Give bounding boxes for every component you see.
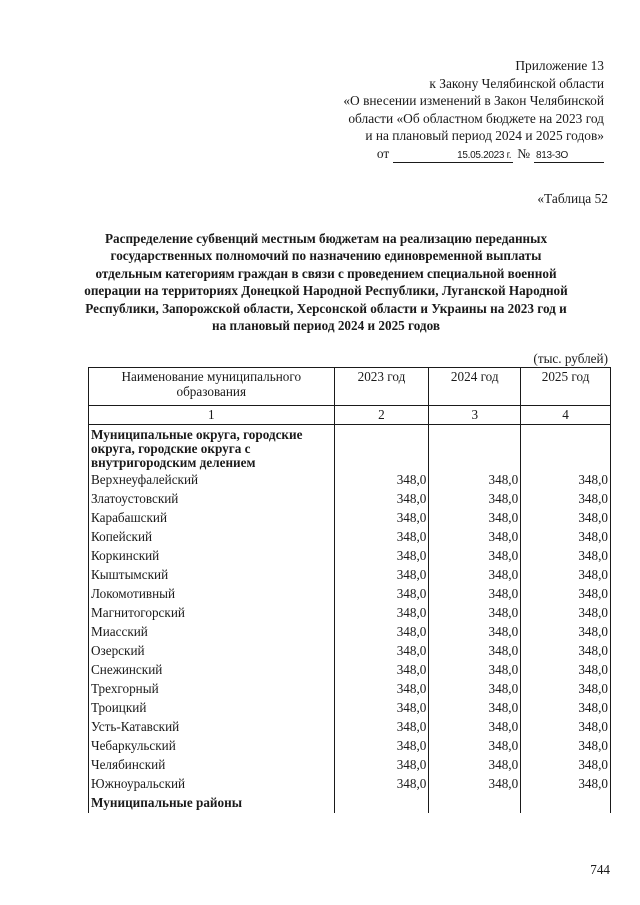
column-header: 2023 год xyxy=(334,368,429,406)
from-label: от xyxy=(376,145,390,161)
value-2025: 348,0 xyxy=(521,622,611,641)
header-line: области «Об областном бюджете на 2023 год xyxy=(348,110,604,126)
table-row xyxy=(89,470,611,489)
value-2023: 348,0 xyxy=(334,622,429,641)
column-number: 4 xyxy=(521,406,611,425)
municipality-name: Южноуральский xyxy=(89,774,335,793)
value-2025: 348,0 xyxy=(521,641,611,660)
value-2025: 348,0 xyxy=(521,584,611,603)
law-date: 15.05.2023 г. xyxy=(393,149,513,163)
table-row xyxy=(89,641,611,660)
municipality-name: Карабашский xyxy=(89,508,335,527)
value-2024: 348,0 xyxy=(429,584,521,603)
value-2025: 348,0 xyxy=(521,546,611,565)
value-2023: 348,0 xyxy=(334,470,429,489)
column-number: 1 xyxy=(89,406,335,425)
value-2023: 348,0 xyxy=(334,660,429,679)
table-row xyxy=(89,603,611,622)
value-2024: 348,0 xyxy=(429,470,521,489)
column-number-row xyxy=(89,406,611,425)
value-2024: 348,0 xyxy=(429,527,521,546)
header-line: к Закону Челябинской области xyxy=(429,75,604,91)
municipality-name: Копейский xyxy=(89,527,335,546)
value-2023: 348,0 xyxy=(334,641,429,660)
column-header: 2024 год xyxy=(429,368,521,406)
value-2025: 348,0 xyxy=(521,736,611,755)
value-2023: 348,0 xyxy=(334,736,429,755)
value-2025: 348,0 xyxy=(521,755,611,774)
value-2023: 348,0 xyxy=(334,679,429,698)
value-2023: 348,0 xyxy=(334,717,429,736)
law-date-line xyxy=(304,145,604,163)
value-2023: 348,0 xyxy=(334,546,429,565)
municipality-name: Челябинский xyxy=(89,755,335,774)
table-row xyxy=(89,508,611,527)
municipality-name: Трехгорный xyxy=(89,679,335,698)
table-row xyxy=(89,565,611,584)
municipality-name: Усть-Катавский xyxy=(89,717,335,736)
table-row xyxy=(89,489,611,508)
group-heading: Муниципальные округа, городские округа, городские округа с внутригородским делением xyxy=(89,425,335,471)
value-2025: 348,0 xyxy=(521,717,611,736)
column-number: 3 xyxy=(429,406,521,425)
value-2025: 348,0 xyxy=(521,679,611,698)
table-row xyxy=(89,736,611,755)
table-reference: «Таблица 52 xyxy=(537,191,608,206)
value-2024: 348,0 xyxy=(429,622,521,641)
municipality-name: Златоустовский xyxy=(89,489,335,508)
group-row-urban-districts xyxy=(89,425,611,471)
value-2024: 348,0 xyxy=(429,603,521,622)
value-2024: 348,0 xyxy=(429,565,521,584)
value-2023: 348,0 xyxy=(334,565,429,584)
header-line: «О внесении изменений в Закон Челябинской xyxy=(343,93,604,108)
value-2023: 348,0 xyxy=(334,774,429,793)
header-line: Приложение 13 xyxy=(515,58,604,73)
header-line: и на плановый период 2024 и 2025 годов» xyxy=(365,128,604,143)
value-2024: 348,0 xyxy=(429,717,521,736)
group-heading: Муниципальные районы xyxy=(89,793,335,813)
column-header: Наименование муниципального образования xyxy=(89,368,335,406)
value-2023: 348,0 xyxy=(334,755,429,774)
municipality-name: Коркинский xyxy=(89,546,335,565)
value-2024: 348,0 xyxy=(429,774,521,793)
table-row xyxy=(89,755,611,774)
value-2023: 348,0 xyxy=(334,603,429,622)
table-row xyxy=(89,717,611,736)
municipality-name: Троицкий xyxy=(89,698,335,717)
value-2024: 348,0 xyxy=(429,546,521,565)
value-2025: 348,0 xyxy=(521,489,611,508)
table-row xyxy=(89,774,611,793)
value-2023: 348,0 xyxy=(334,584,429,603)
value-2023: 348,0 xyxy=(334,527,429,546)
municipality-name: Миасский xyxy=(89,622,335,641)
municipality-name: Магнитогорский xyxy=(89,603,335,622)
value-2025: 348,0 xyxy=(521,603,611,622)
value-2025: 348,0 xyxy=(521,660,611,679)
page-number: 744 xyxy=(590,862,610,877)
value-2023: 348,0 xyxy=(334,698,429,717)
table-row xyxy=(89,546,611,565)
table-row xyxy=(89,622,611,641)
group-row-municipal-districts xyxy=(89,793,611,813)
table-row xyxy=(89,679,611,698)
municipality-name: Снежинский xyxy=(89,660,335,679)
municipality-name: Кыштымский xyxy=(89,565,335,584)
column-header: 2025 год xyxy=(521,368,611,406)
value-2024: 348,0 xyxy=(429,641,521,660)
municipality-name: Чебаркульский xyxy=(89,736,335,755)
value-2024: 348,0 xyxy=(429,660,521,679)
value-2025: 348,0 xyxy=(521,527,611,546)
value-2024: 348,0 xyxy=(429,679,521,698)
value-2025: 348,0 xyxy=(521,470,611,489)
value-2024: 348,0 xyxy=(429,698,521,717)
number-label: № xyxy=(517,145,530,161)
value-2024: 348,0 xyxy=(429,736,521,755)
municipality-name: Озерский xyxy=(89,641,335,660)
document-title: Распределение субвенций местным бюджетам на реализацию переданных государственных полномочий по назначению единовременной выплаты отдельным категориям граждан в связи с проведением специальной военной операции на территориях Донецкой Народной Республики, Луганской Народной Республики, Запорожской области, Херсонской области и Украины на 2023 год и на плановый период 2024 и 2025 годов xyxy=(84,231,568,334)
appendix-header xyxy=(304,57,604,163)
value-2023: 348,0 xyxy=(334,508,429,527)
value-2025: 348,0 xyxy=(521,565,611,584)
municipality-name: Верхнеуфалейский xyxy=(89,470,335,489)
table-row xyxy=(89,584,611,603)
value-2025: 348,0 xyxy=(521,774,611,793)
value-2024: 348,0 xyxy=(429,755,521,774)
column-number: 2 xyxy=(334,406,429,425)
table-row xyxy=(89,698,611,717)
subsidy-table xyxy=(88,367,611,813)
value-2025: 348,0 xyxy=(521,698,611,717)
units-label: (тыс. рублей) xyxy=(533,351,608,366)
value-2024: 348,0 xyxy=(429,489,521,508)
value-2023: 348,0 xyxy=(334,489,429,508)
value-2024: 348,0 xyxy=(429,508,521,527)
value-2025: 348,0 xyxy=(521,508,611,527)
law-number: 813-ЗО xyxy=(534,149,604,163)
municipality-name: Локомотивный xyxy=(89,584,335,603)
table-row xyxy=(89,527,611,546)
table-row xyxy=(89,660,611,679)
table-header-row xyxy=(89,368,611,406)
